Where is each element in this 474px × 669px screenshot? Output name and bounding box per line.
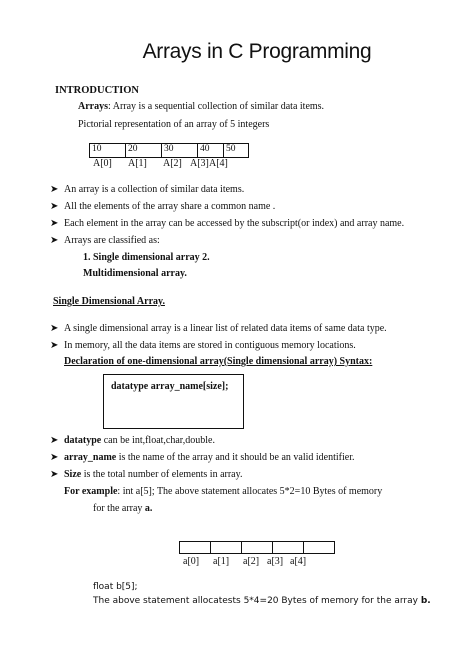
pictorial-caption: Pictorial representation of an array of 5 integers: [78, 119, 270, 130]
arrow-bullet-icon: ➤: [50, 435, 59, 446]
list-item: ➤ datatype can be int,float,char,double.: [50, 435, 215, 446]
list-item: ➤ In memory, all the data items are stored in contiguous memory locations.: [50, 340, 356, 351]
array-cell: 20: [126, 144, 162, 158]
arrays-def-text: : Array is a sequential collection of similar data items.: [108, 101, 325, 112]
array-index: A[4]: [209, 158, 228, 169]
array-index: a[2]: [243, 556, 260, 567]
arrow-bullet-icon: ➤: [50, 184, 59, 195]
array-a-diagram: [89, 143, 249, 158]
classification-item: 1. Single dimensional array 2.: [83, 252, 210, 263]
arrays-term: Arrays: [78, 101, 108, 112]
example-line: For example: int a[5]; The above statement allocates 5*2=10 Bytes of memory: [64, 486, 383, 497]
list-item: ➤ An array is a collection of similar data items.: [50, 184, 245, 195]
page-title: Arrays in C Programming: [142, 40, 372, 63]
float-description: The above statement allocatests 5*4=20 Bytes of memory for the array b.: [93, 596, 431, 606]
arrow-bullet-icon: ➤: [50, 323, 59, 334]
list-item: ➤ Size is the total number of elements in array.: [50, 469, 243, 480]
array-index: a[4]: [290, 556, 307, 567]
array-index: A[1]: [128, 158, 147, 169]
array-cell: [211, 542, 242, 554]
syntax-text: datatype array_name[size];: [111, 381, 229, 392]
list-item: ➤ All the elements of the array share a common name .: [50, 201, 276, 212]
arrow-bullet-icon: ➤: [50, 201, 59, 212]
array-index: a[1]: [213, 556, 230, 567]
classification-item: Multidimensional array.: [83, 268, 187, 279]
arrays-definition: [78, 101, 324, 112]
list-item: ➤ Arrays are classified as:: [50, 235, 160, 246]
array-index: A[2]: [163, 158, 182, 169]
arrow-bullet-icon: ➤: [50, 469, 59, 480]
declaration-heading: Declaration of one-dimensional array(Single dimensional array) Syntax:: [64, 356, 373, 367]
array-cell: 50: [224, 144, 249, 158]
intro-heading: INTRODUCTION: [55, 85, 140, 96]
arrow-bullet-icon: ➤: [50, 452, 59, 463]
arrow-bullet-icon: ➤: [50, 235, 59, 246]
syntax-box: [103, 374, 244, 429]
array-cell: [242, 542, 273, 554]
array-index: A[3]: [190, 158, 209, 169]
array-a-memory-diagram: [179, 541, 335, 554]
arrow-bullet-icon: ➤: [50, 340, 59, 351]
array-cell: 10: [90, 144, 126, 158]
array-cell: 40: [198, 144, 224, 158]
float-declaration: float b[5];: [93, 582, 138, 592]
array-index: A[0]: [93, 158, 112, 169]
section-heading: Single Dimensional Array.: [53, 296, 165, 307]
array-cell: 30: [162, 144, 198, 158]
list-item: ➤ array_name is the name of the array and it should be an valid identifier.: [50, 452, 355, 463]
array-cell: [273, 542, 304, 554]
example-continuation: for the array a.: [93, 503, 153, 514]
list-item: ➤ Each element in the array can be accessed by the subscript(or index) and array name.: [50, 218, 405, 229]
array-index: a[0]: [183, 556, 200, 567]
array-cell: [304, 542, 335, 554]
array-index: a[3]: [267, 556, 284, 567]
array-cell: [180, 542, 211, 554]
arrow-bullet-icon: ➤: [50, 218, 59, 229]
list-item: ➤ A single dimensional array is a linear list of related data items of same data type.: [50, 323, 387, 334]
